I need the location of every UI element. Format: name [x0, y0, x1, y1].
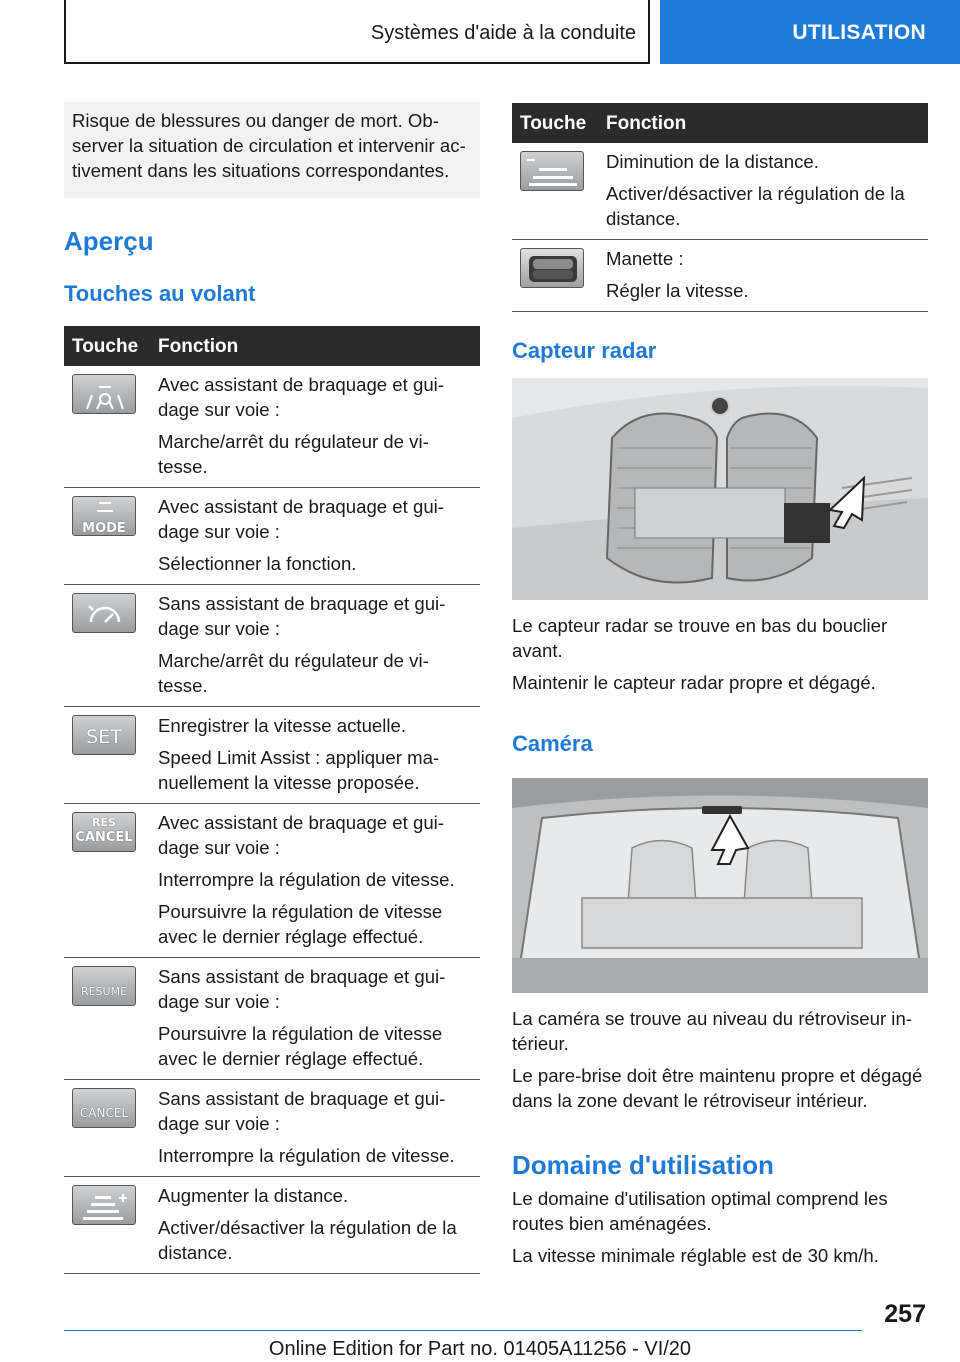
set-icon-label: SET: [86, 726, 122, 748]
radar-sensor-illustration: [512, 378, 928, 600]
function-text: Marche/arrêt du régulateur de vitesse.: [158, 431, 429, 477]
header-chapter-label: UTILISATION: [792, 21, 926, 44]
function-text: Sans assistant de braquage et guidage sur voie :: [158, 966, 446, 1012]
distance-keys-table: [512, 103, 928, 312]
function-text: Sélectionner la fonction.: [158, 553, 357, 574]
camera-illustration: [512, 778, 928, 993]
warning-text: Risque de blessures ou danger de mort. Observer la situation de circulation et intervenir activement dans les situations correspondantes.: [72, 110, 466, 181]
table-row: [64, 488, 480, 585]
function-text: Interrompre la régulation de vitesse.: [158, 869, 455, 890]
radar-location-text: Le capteur radar se trouve en bas du bouclier avant.: [512, 615, 888, 661]
function-text: Speed Limit Assist : appliquer manuellement la vitesse proposée.: [158, 747, 440, 793]
usage-heading: Domaine d'utilisation: [512, 1150, 774, 1180]
mode-icon-label: MODE: [82, 521, 126, 536]
col-header-key: Touche: [512, 103, 598, 143]
distance-decrease-icon: [520, 151, 584, 191]
radar-heading: Capteur radar: [512, 338, 657, 363]
table-row: [64, 585, 480, 707]
function-text: Activer/désactiver la régulation de la distance.: [158, 1217, 457, 1263]
camera-location-text: La caméra se trouve au niveau du rétroviseur intérieur.: [512, 1008, 912, 1054]
distance-increase-icon: [72, 1185, 136, 1225]
res-icon-label: RES: [92, 816, 116, 829]
resume-icon: [72, 966, 136, 1006]
function-text: Marche/arrêt du régulateur de vitesse.: [158, 650, 429, 696]
resume-icon-label: RESUME: [80, 985, 128, 998]
radar-maintenance-text: Maintenir le capteur radar propre et dégagé.: [512, 672, 876, 693]
lane-assist-steering-icon: [72, 374, 136, 414]
header-section-title: Systèmes d'aide à la conduite: [370, 22, 636, 44]
table-row: [64, 707, 480, 804]
function-text: Diminution de la distance.: [606, 151, 819, 172]
function-text: Avec assistant de braquage et guidage sur voie :: [158, 812, 444, 858]
camera-maintenance-text: Le pare-brise doit être maintenu propre et dégagé dans la zone devant le rétroviseur intérieur.: [512, 1065, 923, 1111]
warning-box: [64, 102, 480, 198]
table-row: [512, 143, 928, 240]
function-text: Avec assistant de braquage et guidage sur voie :: [158, 496, 444, 542]
table-row: [64, 1177, 480, 1274]
table-row: [64, 1080, 480, 1177]
usage-min-speed-text: La vitesse minimale réglable est de 30 km/h.: [512, 1245, 879, 1266]
table-row: [64, 804, 480, 958]
table-row: [512, 240, 928, 312]
function-text: Avec assistant de braquage et guidage sur voie :: [158, 374, 444, 420]
function-text: Activer/désactiver la régulation de la distance.: [606, 183, 905, 229]
steering-keys-table: [64, 326, 480, 1274]
cancel-icon: [72, 1088, 136, 1128]
function-text: Augmenter la distance.: [158, 1185, 349, 1206]
page-number: 257: [884, 1300, 926, 1328]
col-header-function: Fonction: [150, 326, 480, 366]
function-text: Interrompre la régulation de vitesse.: [158, 1145, 455, 1166]
function-text: Sans assistant de braquage et guidage sur voie :: [158, 593, 446, 639]
function-text: Manette :: [606, 248, 684, 269]
table-row: [64, 958, 480, 1080]
overview-heading: Aperçu: [64, 226, 154, 256]
rocker-switch-icon: [520, 248, 584, 288]
col-header-function: Fonction: [598, 103, 928, 143]
header-chapter-tab[interactable]: [660, 0, 960, 64]
function-text: Régler la vitesse.: [606, 280, 749, 301]
camera-heading: Caméra: [512, 731, 593, 756]
res-cancel-icon: [72, 812, 136, 852]
footer-edition: Online Edition for Part no. 01405A11256 - VI/20: [268, 1338, 692, 1360]
function-text: Sans assistant de braquage et guidage sur voie :: [158, 1088, 446, 1134]
function-text: Poursuivre la régulation de vitesse avec le dernier réglage effectué.: [158, 1023, 443, 1069]
table-row: [64, 366, 480, 488]
col-header-key: Touche: [64, 326, 150, 366]
function-text: Poursuivre la régulation de vitesse avec le dernier réglage effectué.: [158, 901, 443, 947]
cruise-control-icon: [72, 593, 136, 633]
mode-icon: [72, 496, 136, 536]
header-bottom-rule: [64, 62, 650, 64]
header-right-rule: [648, 0, 650, 64]
set-icon: [72, 715, 136, 755]
cancel-icon-label: CANCEL: [75, 830, 133, 845]
usage-roads-text: Le domaine d'utilisation optimal comprend les routes bien aménagées.: [512, 1188, 888, 1234]
function-text: Enregistrer la vitesse actuelle.: [158, 715, 407, 736]
footer-rule: [64, 1330, 862, 1331]
cancel-icon-label: CANCEL: [79, 1106, 129, 1120]
steering-keys-heading: Touches au volant: [64, 281, 256, 306]
